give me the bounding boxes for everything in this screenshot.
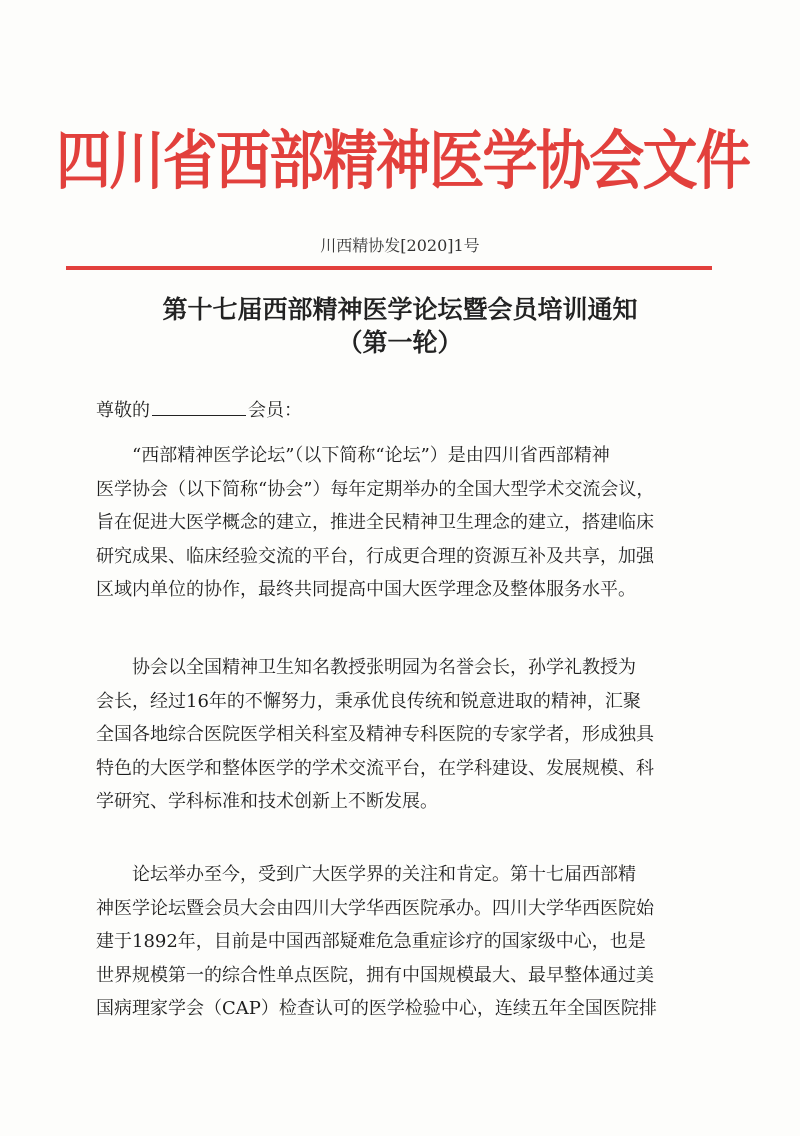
salutation-suffix: 会员： — [248, 400, 302, 421]
masthead-title: 四川省西部精神医学协会文件 — [56, 125, 750, 199]
paragraph-line: “西部精神医学论坛”（以下简称“论坛”）是由四川省西部精神 — [132, 445, 610, 466]
paragraph-line: 论坛举办至今，受到广大医学界的关注和肯定。第十七届西部精 — [132, 864, 636, 885]
paragraph-line: 旨在促进大医学概念的建立，推进全民精神卫生理念的建立，搭建临床 — [96, 512, 654, 534]
paragraph-line: 协会以全国精神卫生知名教授张明园为名誉会长，孙学礼教授为 — [132, 657, 636, 678]
salutation — [96, 397, 302, 424]
paragraph-line: 建于1892年，目前是中国西部疑难危急重症诊疗的国家级中心，也是 — [96, 931, 646, 953]
paragraph-line: 医学协会（以下简称“协会”）每年定期举办的全国大型学术交流会议， — [96, 478, 655, 500]
notice-subtitle: （第一轮） — [337, 328, 463, 357]
paragraph-line: 神医学论坛暨会员大会由四川大学华西医院承办。四川大学华西医院始 — [96, 897, 654, 919]
paragraph-3 — [96, 858, 708, 1026]
red-divider-line — [66, 266, 712, 270]
paragraph-2 — [96, 651, 708, 819]
paragraph-line: 国病理家学会（CAP）检查认可的医学检验中心，连续五年全国医院排 — [96, 998, 657, 1020]
paragraph-line: 区域内单位的协作，最终共同提高中国大医学理念及整体服务水平。 — [96, 579, 636, 601]
paragraph-line: 特色的大医学和整体医学的学术交流平台，在学科建设、发展规模、科 — [96, 757, 654, 779]
paragraph-line: 学研究、学科标准和技术创新上不断发展。 — [96, 791, 438, 813]
paragraph-1 — [96, 439, 708, 607]
document-number: 川西精协发[2020]1号 — [320, 236, 480, 255]
notice-title: 第十七届西部精神医学论坛暨会员培训通知 — [162, 295, 638, 324]
salutation-blank — [152, 397, 246, 416]
paragraph-line: 会长，经过16年的不懈努力，秉承优良传统和锐意进取的精神，汇聚 — [96, 690, 641, 712]
paragraph-line: 世界规模第一的综合性单点医院，拥有中国规模最大、最早整体通过美 — [96, 964, 654, 986]
salutation-prefix: 尊敬的 — [96, 400, 150, 421]
paragraph-line: 全国各地综合医院医学相关科室及精神专科医院的专家学者，形成独具 — [96, 724, 654, 746]
paragraph-line: 研究成果、临床经验交流的平台，行成更合理的资源互补及共享，加强 — [96, 545, 654, 567]
